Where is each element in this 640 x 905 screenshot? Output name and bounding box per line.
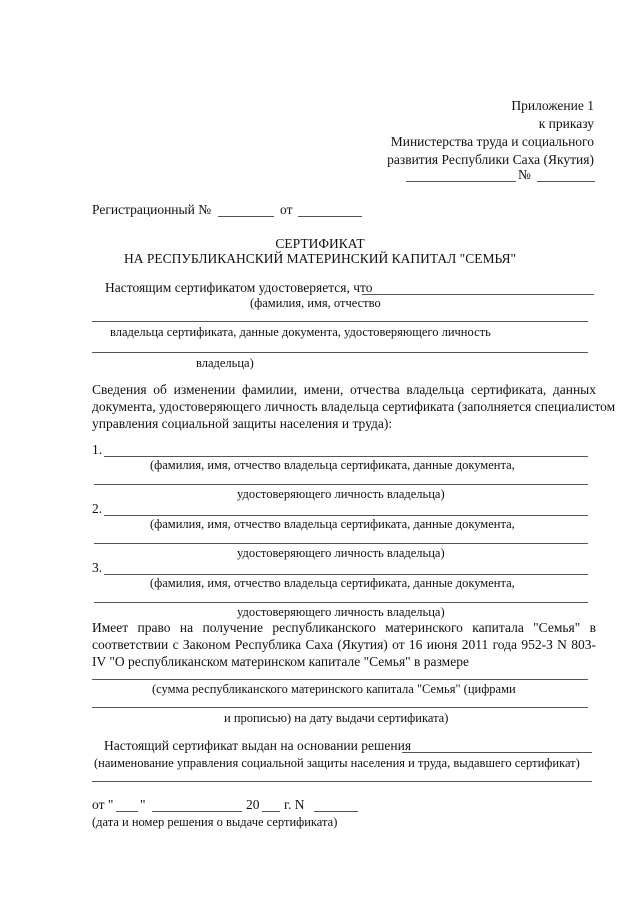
entry-3-line2[interactable] — [94, 602, 588, 603]
amount-words-line[interactable] — [92, 707, 588, 708]
entry-1-hint1: (фамилия, имя, отчество владельца сертификата, данные документа, — [150, 458, 515, 472]
registration-from-label: от — [280, 202, 293, 217]
decision-year-line[interactable] — [262, 811, 280, 812]
certificate-subtitle: НА РЕСПУБЛИКАНСКИЙ МАТЕРИНСКИЙ КАПИТАЛ "СЕМЬЯ" — [123, 251, 516, 266]
right-line2: соответствии с Законом Республика Саха (Якутия) от 16 июня 2011 года 952-З N 803- — [92, 637, 596, 652]
entry-2-line2[interactable] — [94, 543, 588, 544]
amount-line[interactable] — [92, 679, 588, 680]
appendix-label: Приложение 1 — [511, 98, 594, 113]
registration-label: Регистрационный № — [92, 202, 212, 217]
changes-para-line1: Сведения об изменении фамилии, имени, отчества владельца сертификата, данных — [92, 382, 596, 397]
issued-hint: (наименование управления социальной защиты населения и труда, выдавшего сертификат) — [94, 756, 580, 770]
decision-day-line[interactable] — [116, 811, 138, 812]
owner-extra-line[interactable] — [92, 352, 588, 353]
owner-name-hint: (фамилия, имя, отчество — [250, 296, 381, 310]
order-number-sign: № — [518, 167, 531, 182]
decision-number-label: г. N — [284, 797, 305, 812]
decision-month-line[interactable] — [152, 811, 242, 812]
decision-close-quote: " — [140, 797, 146, 812]
entry-1-line2[interactable] — [94, 484, 588, 485]
changes-para-line3: управления социальной защиты населения и труда): — [92, 416, 393, 431]
owner-document-line[interactable] — [92, 321, 588, 322]
issued-intro: Настоящий сертификат выдан на основании решения — [104, 738, 412, 753]
registration-number-line[interactable] — [218, 216, 274, 217]
ministry-label: Министерства труда и социального — [390, 134, 594, 149]
entry-1-line[interactable] — [104, 456, 588, 457]
entry-2-hint1: (фамилия, имя, отчество владельца сертификата, данные документа, — [150, 517, 515, 531]
issued-authority-line[interactable] — [92, 781, 592, 782]
entry-2-hint2: удостоверяющего личность владельца) — [237, 546, 445, 560]
registration-date-line[interactable] — [298, 216, 362, 217]
right-line3: IV "О республиканском материнском капитале "Семья" в размере — [92, 654, 469, 669]
changes-para-line2: документа, удостоверяющего личность владельца сертификата (заполняется специалистом — [92, 399, 616, 414]
issued-decision-line[interactable] — [402, 752, 592, 753]
decision-hint: (дата и номер решения о выдаче сертификата) — [92, 815, 338, 829]
entry-1-hint2: удостоверяющего личность владельца) — [237, 487, 445, 501]
decision-from-label: от " — [92, 797, 114, 812]
owner-end-hint: владельца) — [196, 356, 254, 370]
certify-intro: Настоящим сертификатом удостоверяется, что — [105, 280, 373, 295]
amount-hint2: и прописью) на дату выдачи сертификата) — [224, 711, 449, 725]
owner-document-hint: владельца сертификата, данные документа, удостоверяющего личность — [110, 325, 491, 339]
decision-number-line[interactable] — [314, 811, 358, 812]
amount-hint1: (сумма республиканского материнского капитала "Семья" (цифрами — [152, 682, 516, 696]
republic-label: развития Республики Саха (Якутия) — [387, 152, 594, 167]
certificate-title: СЕРТИФИКАТ — [275, 236, 365, 251]
right-line1: Имеет право на получение республиканского материнского капитала "Семья" в — [92, 620, 596, 635]
entry-3-hint1: (фамилия, имя, отчество владельца сертификата, данные документа, — [150, 576, 515, 590]
order-date-line[interactable] — [406, 181, 516, 182]
entry-1-number: 1. — [92, 442, 103, 457]
entry-2-line[interactable] — [104, 515, 588, 516]
entry-3-number: 3. — [92, 560, 103, 575]
entry-3-line[interactable] — [104, 574, 588, 575]
order-number-line[interactable] — [537, 181, 595, 182]
decision-year-prefix: 20 — [246, 797, 260, 812]
entry-2-number: 2. — [92, 501, 103, 516]
owner-name-line[interactable] — [362, 294, 594, 295]
order-label: к приказу — [538, 116, 594, 131]
entry-3-hint2: удостоверяющего личность владельца) — [237, 605, 445, 619]
